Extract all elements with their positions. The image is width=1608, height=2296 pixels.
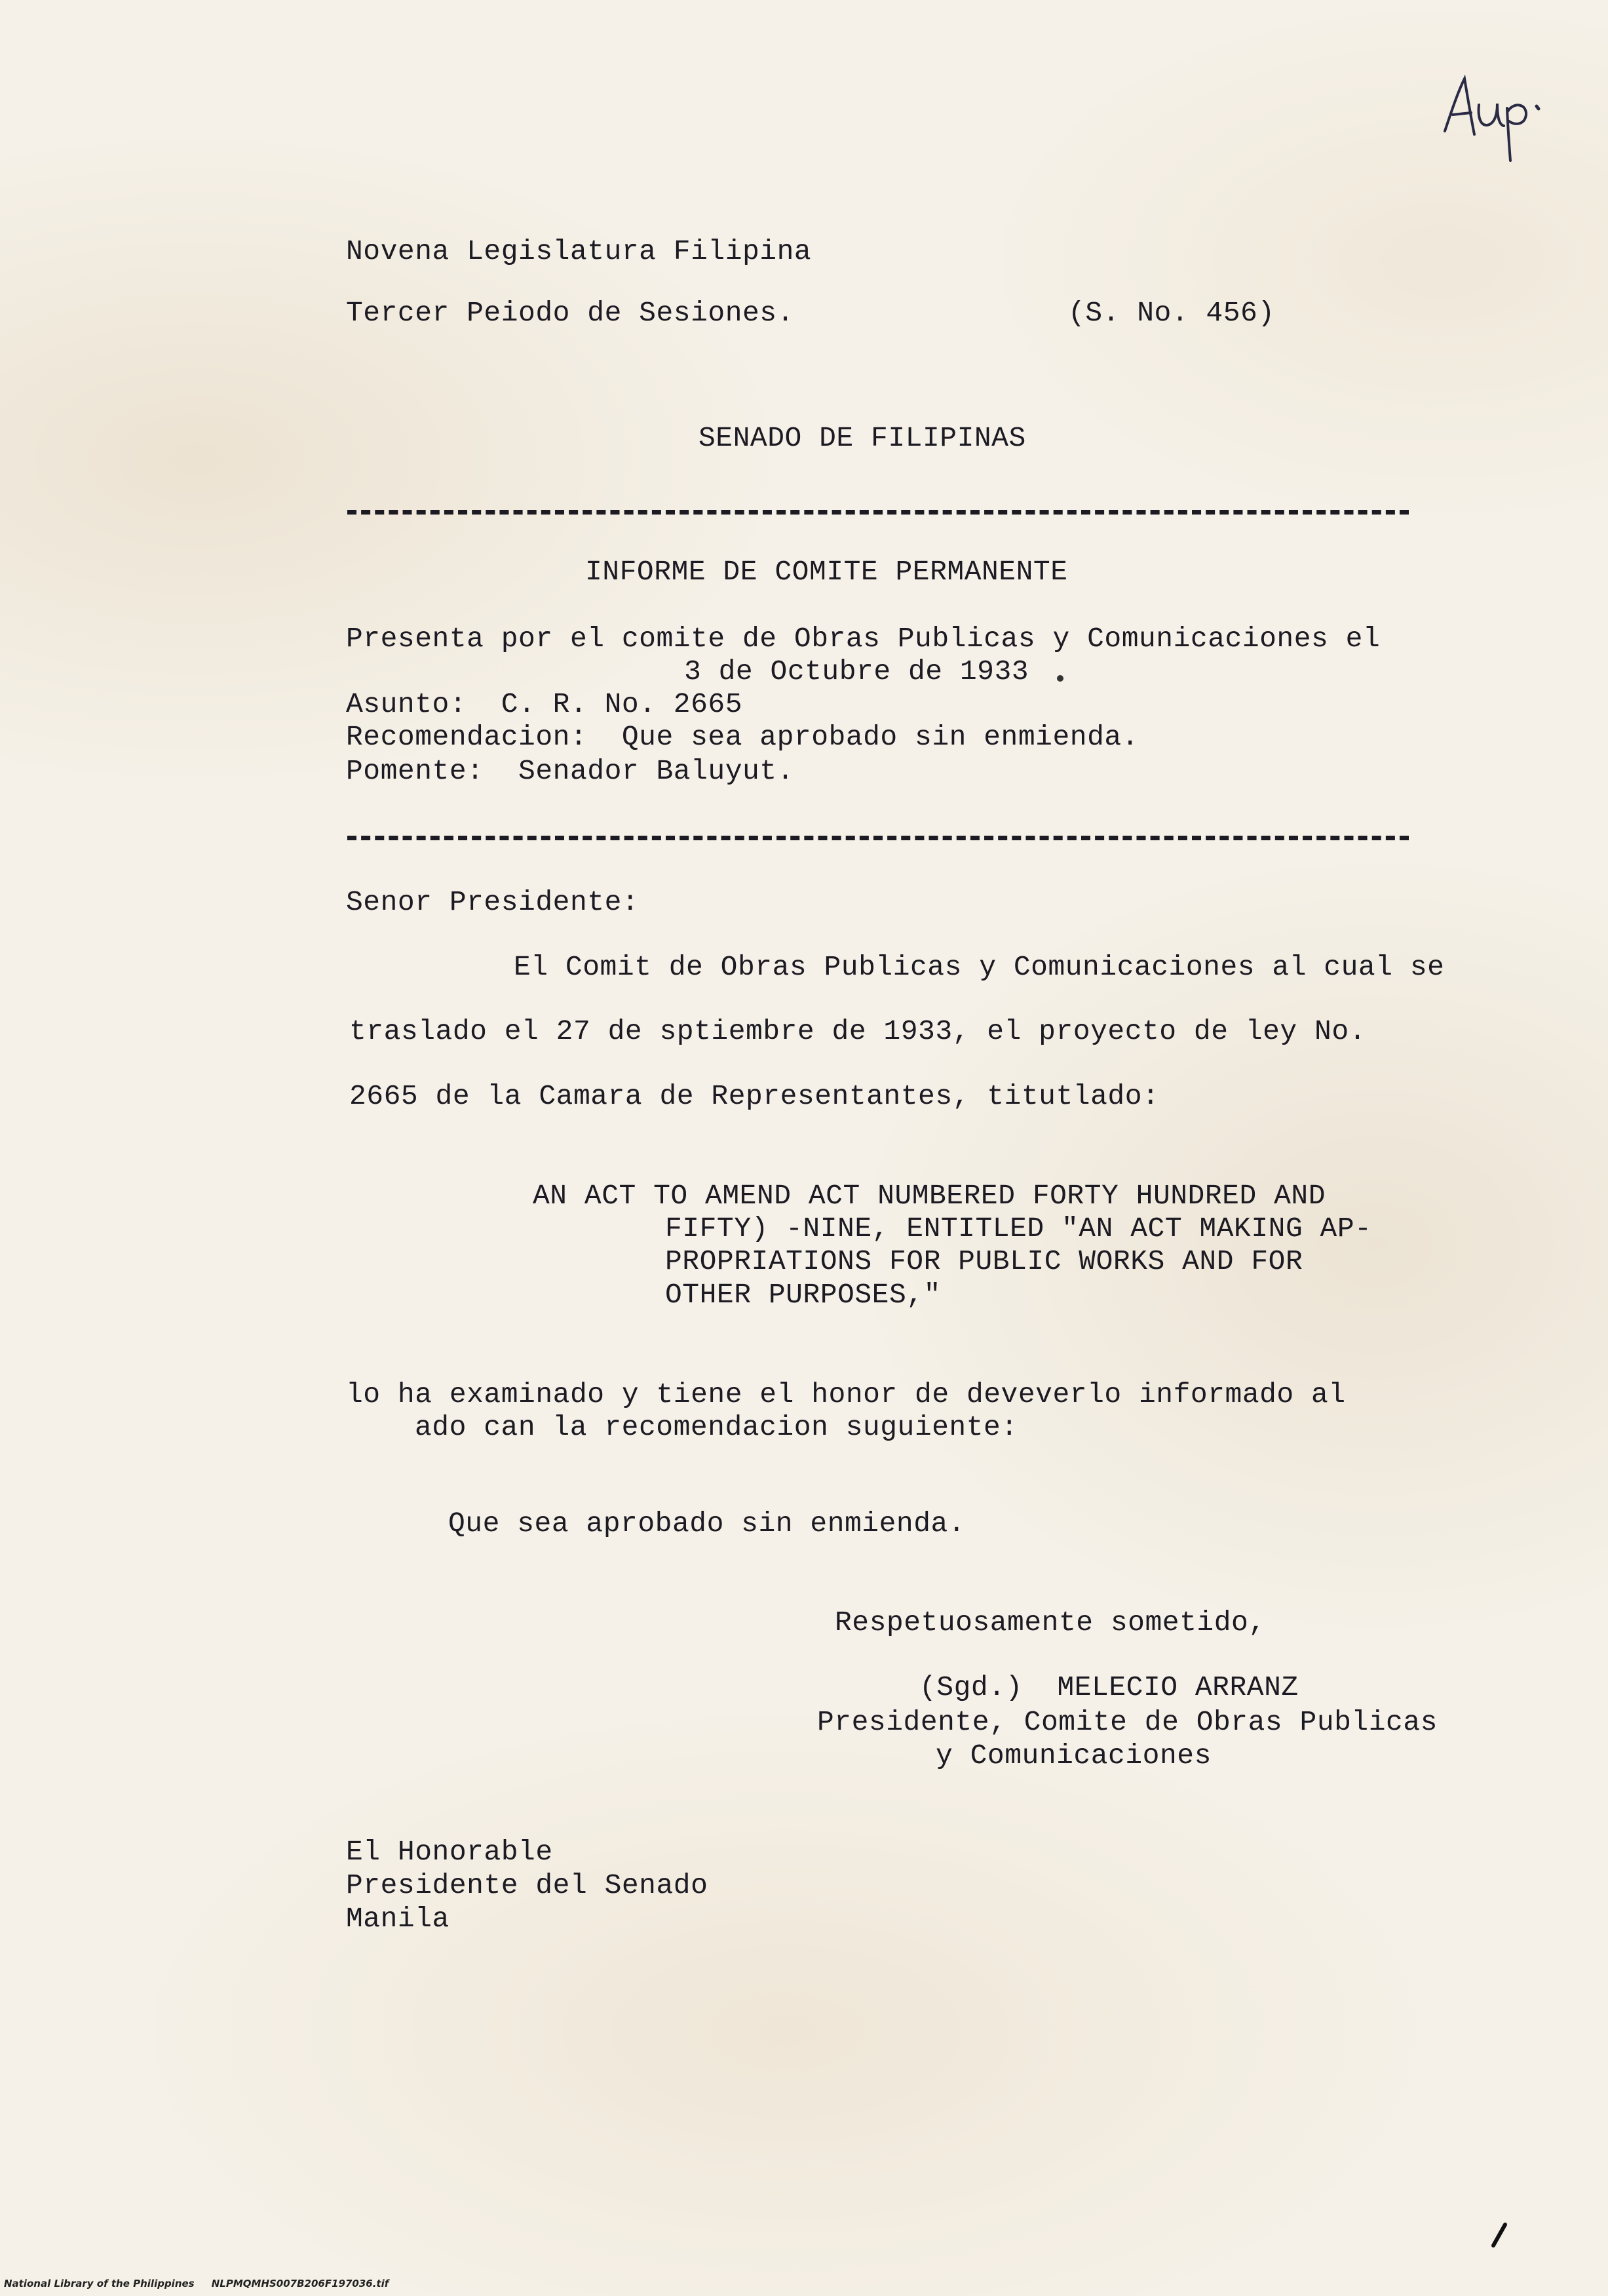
presented-date: 3 de Octubre de 1933 [684,655,1029,688]
act-title-line-1: AN ACT TO AMEND ACT NUMBERED FORTY HUNDRED AND [533,1180,1326,1212]
legislature-name: Novena Legislatura Filipina [346,235,812,267]
report-title: INFORME DE COMITE PERMANENTE [585,556,1068,588]
signer-title-line-1: Presidente, Comite de Obras Publicas [817,1706,1438,1738]
body-paragraph-line-1: El Comit de Obras Publicas y Comunicaciones al cual se [514,951,1445,983]
archive-file-id: NLPMQMHS007B206F197036.tif [211,2278,389,2289]
examined-line-2: ado can la recomendacion suguiente: [415,1411,1018,1443]
recommendation-text: Que sea aprobado sin enmienda. [448,1508,966,1540]
bill-number: (S. No. 456) [1068,297,1275,329]
addressee-line-3: Manila [346,1903,450,1935]
signer-name: (Sgd.) MELECIO ARRANZ [919,1671,1299,1703]
addressee-line-1: El Honorable [346,1836,553,1868]
senate-title: SENADO DE FILIPINAS [699,422,1026,454]
act-title-line-4: OTHER PURPOSES," [665,1279,941,1311]
session-name: Tercer Peiodo de Sesiones. [346,297,794,329]
ink-dot [1055,672,1068,685]
examined-line-1: lo ha examinado y tiene el honor de deveverlo informado al [346,1378,1346,1411]
divider-bottom [347,836,1409,840]
closing: Respetuosamente sometido, [835,1606,1266,1639]
signer-title-line-2: y Comunicaciones [936,1740,1212,1772]
ink-mark [1491,2222,1510,2248]
act-title-line-2: FIFTY) -NINE, ENTITLED "AN ACT MAKING AP- [665,1213,1372,1245]
divider-top [347,510,1409,515]
archive-name: National Library of the Philippines [4,2278,195,2289]
presented-line-1: Presenta por el comite de Obras Publicas y Comunicaciones el [346,623,1381,655]
recommendation-line: Recomendacion: Que sea aprobado sin enmienda. [346,721,1139,753]
subject-line: Asunto: C. R. No. 2665 [346,688,742,720]
rapporteur-line: Pomente: Senador Baluyut. [346,755,794,787]
handwritten-annotation [1438,52,1556,164]
addressee-line-2: Presidente del Senado [346,1869,708,1901]
salutation: Senor Presidente: [346,886,640,918]
body-paragraph-line-3: 2665 de la Camara de Representantes, titutlado: [349,1080,1160,1112]
body-paragraph-line-2: traslado el 27 de sptiembre de 1933, el proyecto de ley No. [349,1015,1366,1047]
act-title-line-3: PROPRIATIONS FOR PUBLIC WORKS AND FOR [665,1245,1303,1277]
archive-footer [4,2278,389,2289]
